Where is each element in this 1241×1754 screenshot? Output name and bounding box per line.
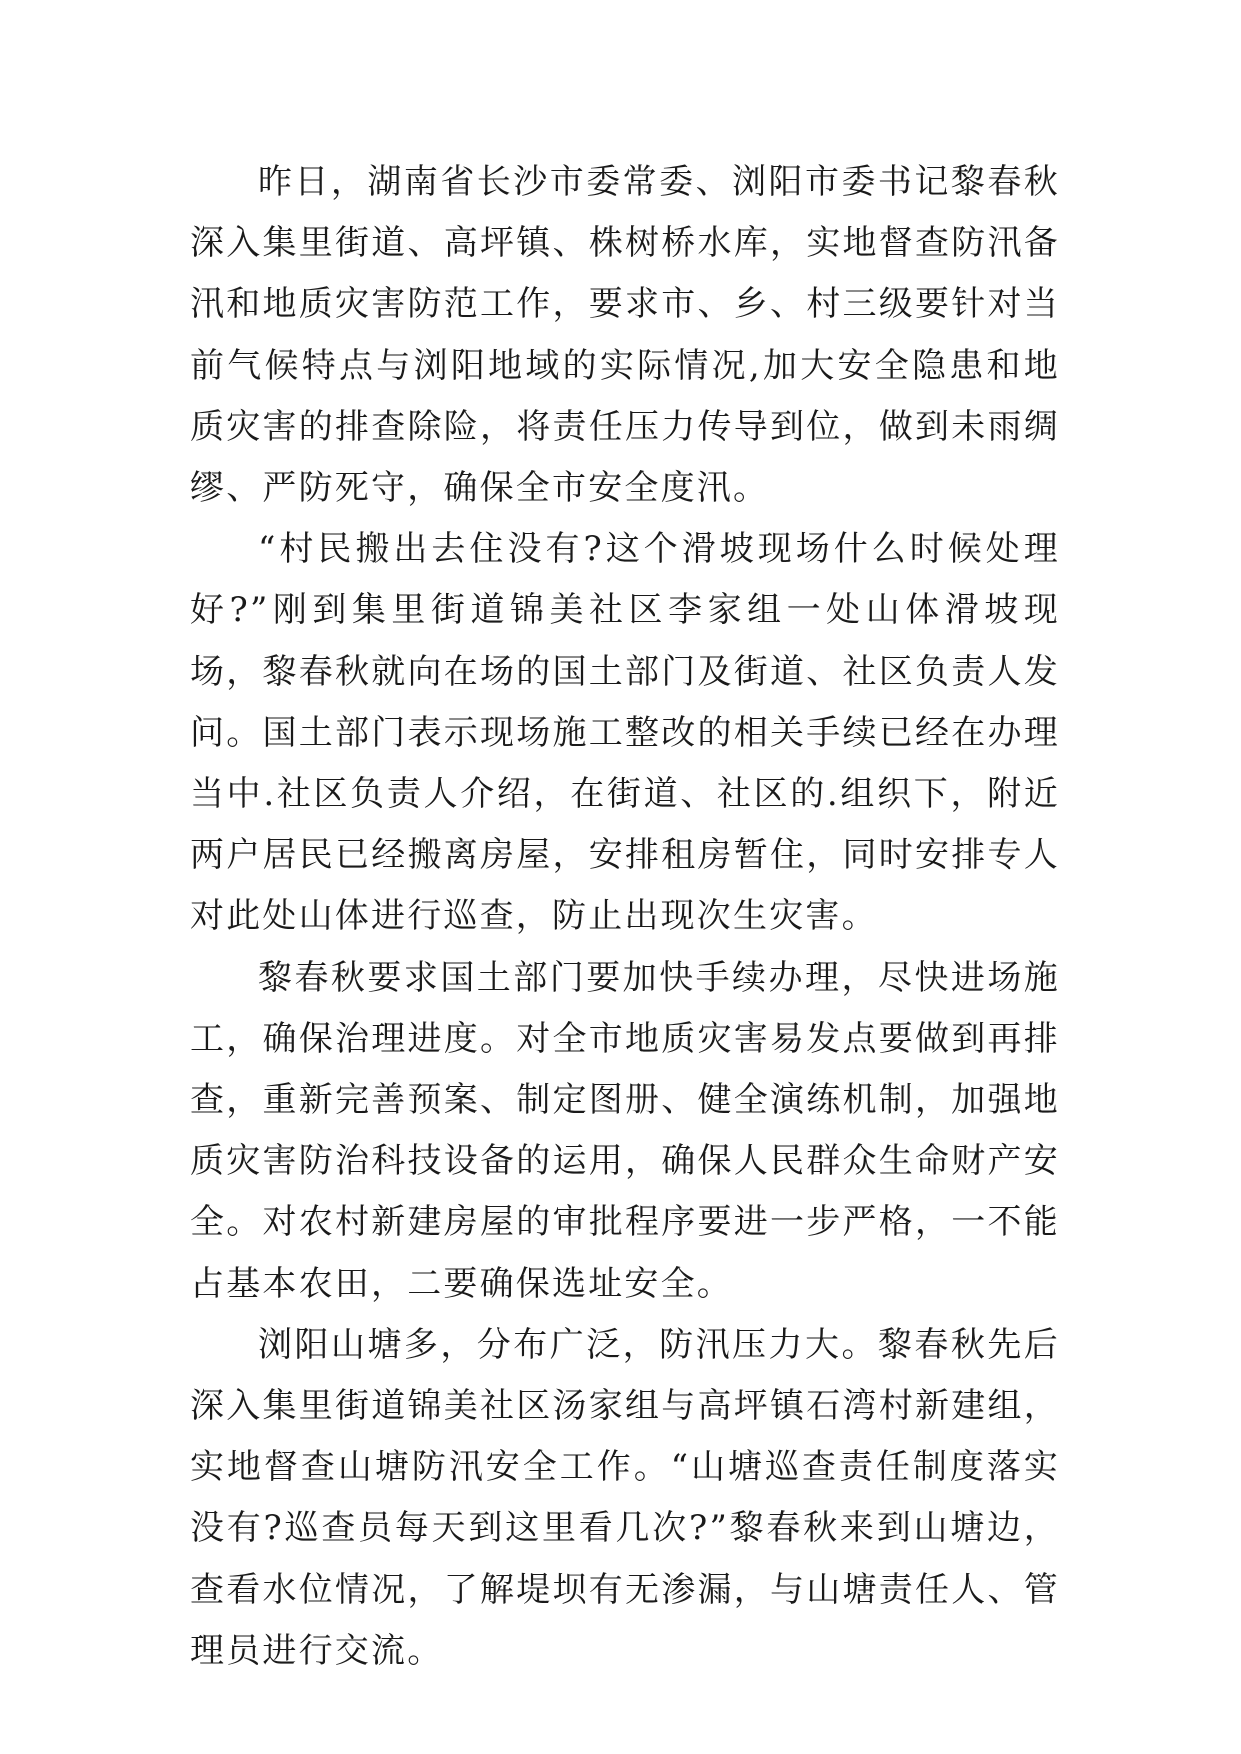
paragraph-2: “村民搬出去住没有?这个滑坡现场什么时候处理好?”刚到集里街道锦美社区李家组一处山体滑坡现场，黎春秋就向在场的国土部门及街道、社区负责人发问。国土部门表示现场施工整改的相关手续已经在办理当中.社区负责人介绍，在街道、社区的.组织下，附近两户居民已经搬离房屋，安排租房暂住，同时安排专人对此处山体进行巡查，防止出现次生灾害。: [190, 529, 1060, 937]
article-body: [190, 152, 1060, 1682]
paragraph-4: 浏阳山塘多，分布广泛，防汛压力大。黎春秋先后深入集里街道锦美社区汤家组与高坪镇石湾村新建组，实地督查山塘防汛安全工作。“山塘巡查责任制度落实没有?巡查员每天到这里看几次?”黎春秋来到山塘边，查看水位情况，了解堤坝有无渗漏，与山塘责任人、管理员进行交流。: [190, 1324, 1060, 1671]
paragraph-3: 黎春秋要求国土部门要加快手续办理，尽快进场施工，确保治理进度。对全市地质灾害易发点要做到再排查，重新完善预案、制定图册、健全演练机制，加强地质灾害防治科技设备的运用，确保人民群众生命财产安全。对农村新建房屋的审批程序要进一步严格，一不能占基本农田，二要确保选址安全。: [190, 957, 1060, 1304]
paragraph-1: 昨日，湖南省长沙市委常委、浏阳市委书记黎春秋深入集里街道、高坪镇、株树桥水库，实地督查防汛备汛和地质灾害防范工作，要求市、乡、村三级要针对当前气候特点与浏阳地域的实际情况,加大安全隐患和地质灾害的排查除险，将责任压力传导到位，做到未雨绸缪、严防死守，确保全市安全度汛。: [190, 162, 1060, 509]
